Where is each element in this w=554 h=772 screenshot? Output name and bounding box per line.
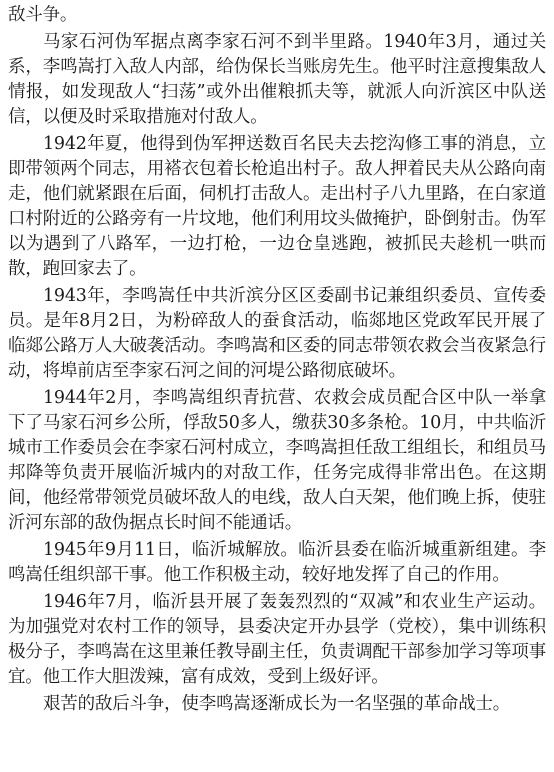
paragraph-1945: 1945年9月11日，临沂城解放。临沂县委在临沂城重新组建。李鸣嵩任组织部干事。他工作积极主动，较好地发挥了自己的作用。 (8, 539, 546, 585)
paragraph-1942: 1942年夏，他得到伪军押送数百名民夫去挖沟修工事的消息，立即带领两个同志，用褡衣包着长枪追出村子。敌人押着民夫从公路向南走，他们就紧跟在后面，伺机打击敌人。走出村子八九里路，在白家道口村附近的公路旁有一片坟地，他们利用坟头做掩护，卧倒射击。伪军以为遇到了八路军，一边打枪，一边仓皇逃跑，被抓民夫趁机一哄而散，跑回家去了。 (8, 134, 546, 279)
paragraph-1946: 1946年7月，临沂县开展了轰轰烈烈的“双减”和农业生产运动。为加强党对农村工作的领导，县委决定开办县学（党校），集中训练积极分子，李鸣嵩在这里兼任教导副主任，负责调配干部参加学习等项事宜。他工作大胆泼辣，富有成效，受到上级好评。 (8, 592, 546, 687)
paragraph-1944: 1944年2月，李鸣嵩组织青抗营、农救会成员配合区中队一举拿下了马家石河乡公所，俘敌50多人，缴获30多条枪。10月，中共临沂城市工作委员会在李家石河村成立，李鸣嵩担任敌工组组长，和组员马邦降等负责开展临沂城内的对敌工作，任务完成得非常出色。在这期间，他经常带领党员破坏敌人的电线，敌人白天架，他们晚上拆，使驻沂河东部的敌伪据点长时间不能通话。 (8, 388, 546, 533)
paragraph-majiashihe: 马家石河伪军据点离李家石河不到半里路。1940年3月，通过关系，李鸣嵩打入敌人内部，给伪保长当账房先生。他平时注意搜集敌人情报，如发现敌人“扫荡”或外出催粮抓夫等，就派人向沂滨区中队送信，以便及时采取措施对付敌人。 (8, 32, 546, 128)
paragraph-conclusion: 艰苦的敌后斗争，使李鸣嵩逐渐成长为一名坚强的革命战士。 (43, 694, 511, 715)
paragraph-1943: 1943年，李鸣嵩任中共沂滨分区区委副书记兼组织委员、宣传委员。是年8月2日，为粉碎敌人的蚕食活动，临郯地区党政军民开展了临郯公路万人大破袭活动。李鸣嵩和区委的同志带领农救会当夜紧急行动，将埠前店至李家石河之间的河堤公路彻底破坏。 (8, 286, 546, 381)
paragraph-continuation: 敌斗争。 (8, 5, 78, 25)
